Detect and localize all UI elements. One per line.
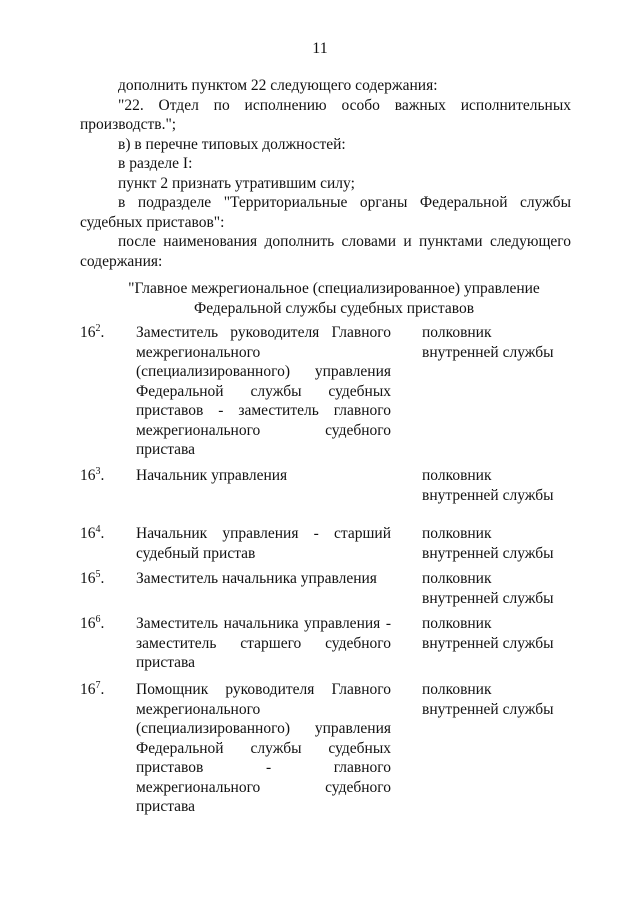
paragraph: пункт 2 признать утратившим силу; xyxy=(118,174,355,192)
position-rank: полковник внутренней службы xyxy=(422,467,554,504)
position-title: Заместитель начальника управления xyxy=(136,570,377,587)
position-title: Начальник управления - старший судебный пристав xyxy=(136,525,391,562)
page-number: 11 xyxy=(312,40,328,57)
position-rank: полковник внутренней службы xyxy=(422,570,554,607)
position-rank: полковник внутренней службы xyxy=(422,615,554,652)
position-number: $16^4$. xyxy=(80,524,105,542)
position-number: $16^3$. xyxy=(80,466,105,484)
paragraph: после наименования дополнить словами и пунктами следующего содержания: xyxy=(80,233,571,270)
amendment-text xyxy=(80,76,571,271)
position-number: $16^2$. xyxy=(80,323,105,341)
section-heading xyxy=(100,279,568,318)
position-rank: полковник внутренней службы xyxy=(422,324,554,361)
paragraph: в разделе I: xyxy=(118,155,193,172)
heading-line: "Главное межрегиональное (специализированное) управление xyxy=(128,280,540,297)
position-rank: полковник внутренней службы xyxy=(422,681,554,718)
position-title: Заместитель руководителя Главного межрегионального (специализированного) управления Федеральной службы судебных приставов - заместитель главного межрегионального судебного пристава xyxy=(136,324,391,458)
position-rank: полковник внутренней службы xyxy=(422,525,554,562)
position-title: Заместитель начальника управления - заместитель старшего судебного пристава xyxy=(136,615,391,671)
heading-line: Федеральной службы судебных приставов xyxy=(193,299,475,317)
position-title: Начальник управления xyxy=(136,467,288,484)
position-number: $16^5$. xyxy=(80,569,105,587)
paragraph: в подразделе "Территориальные органы Федеральной службы судебных приставов": xyxy=(80,194,571,231)
position-number: $16^6$. xyxy=(80,614,105,632)
paragraph: дополнить пунктом 22 следующего содержания: xyxy=(118,77,438,94)
position-title: Помощник руководителя Главного межрегионального (специализированного) управления Федеральной службы судебных приставов - главного межрегионального судебного пристава xyxy=(136,681,391,815)
position-number: $16^7$. xyxy=(80,680,105,698)
paragraph: в) в перечне типовых должностей: xyxy=(118,135,346,153)
paragraph: "22. Отдел по исполнению особо важных исполнительных производств."; xyxy=(80,96,571,133)
